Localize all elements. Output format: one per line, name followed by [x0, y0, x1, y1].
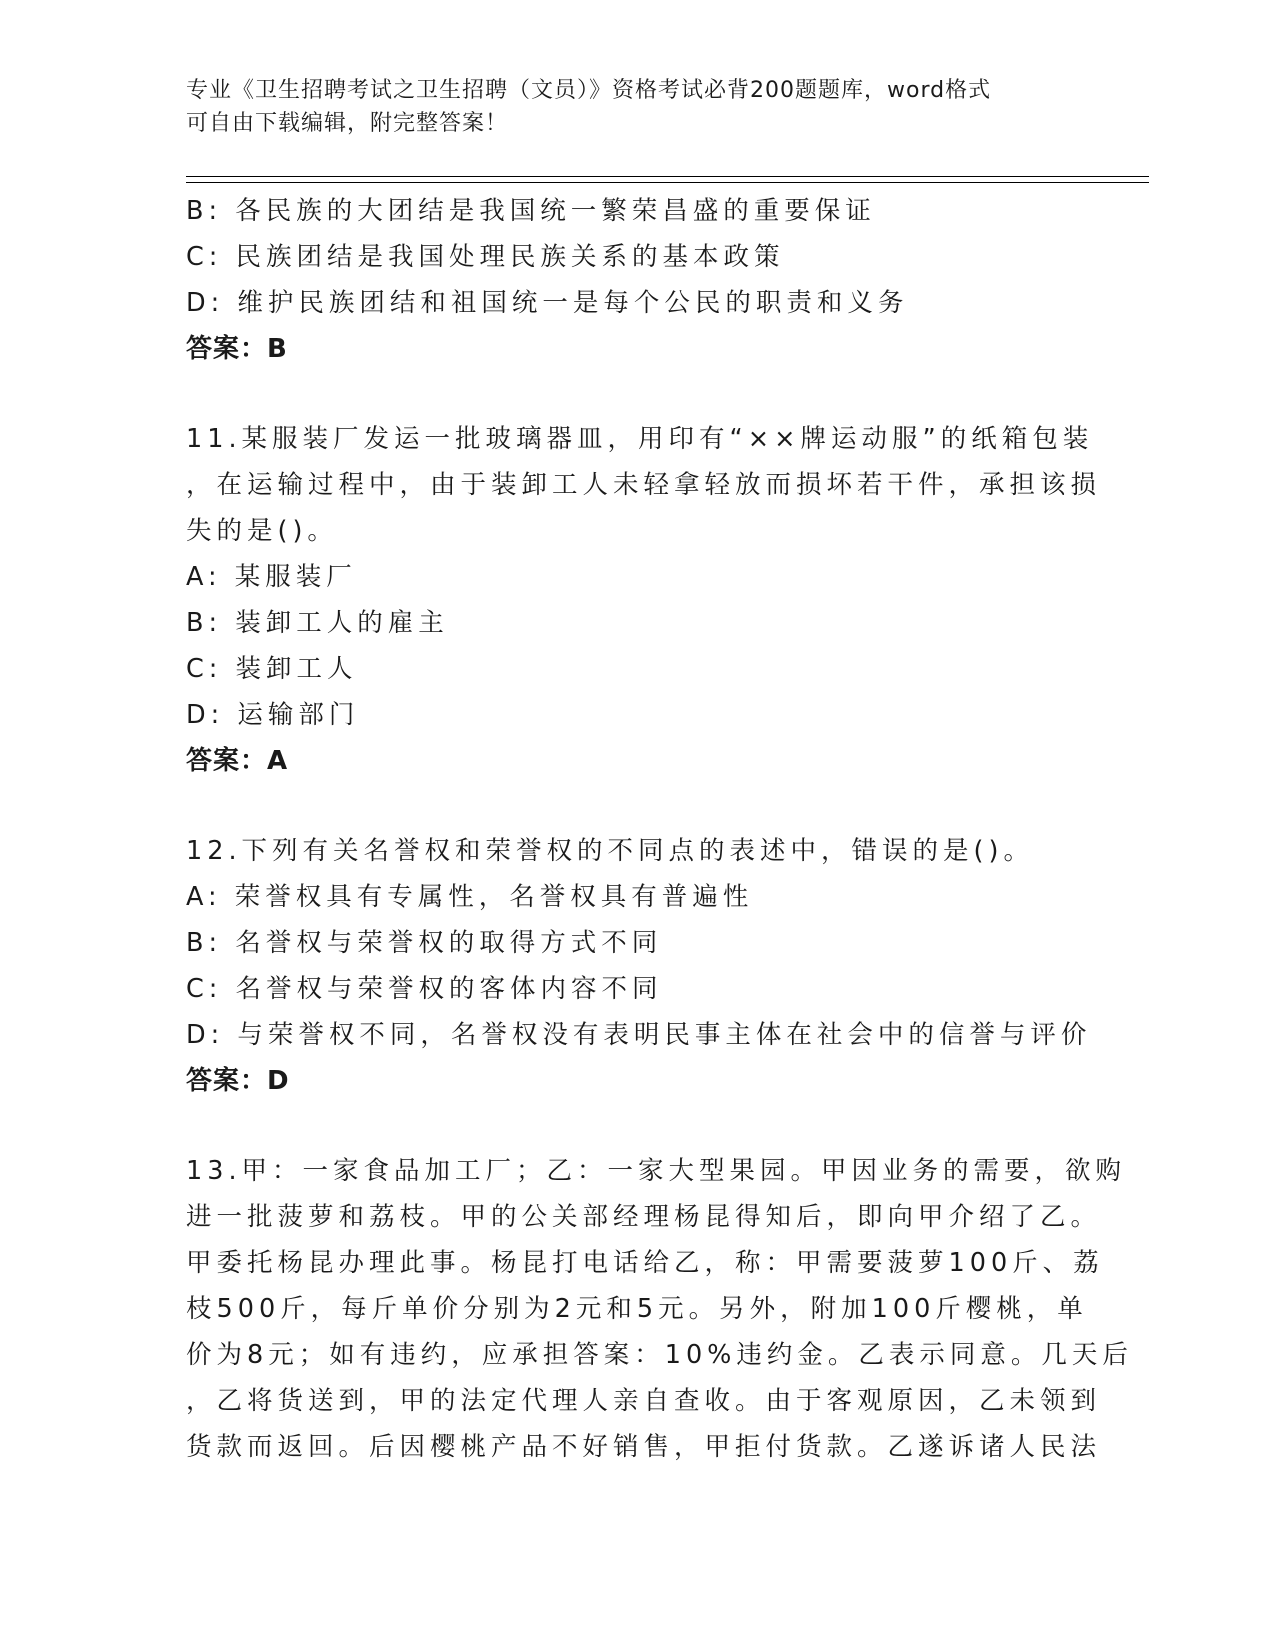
q13-stem-line-6: ，乙将货送到，甲的法定代理人亲自查收。由于客观原因，乙未领到 [186, 1386, 1102, 1416]
q10-answer: 答案：B [186, 334, 288, 364]
q13-stem-line-5: 价为8元；如有违约，应承担答案：10%违约金。乙表示同意。几天后 [186, 1340, 1133, 1370]
question-content [186, 188, 1133, 1470]
question-13-block [186, 1148, 1133, 1470]
document-header [186, 74, 1076, 140]
q12-option-c: C: 名誉权与荣誉权的客体内容不同 [186, 974, 663, 1004]
q11-option-a: A: 某服装厂 [186, 562, 357, 592]
question-11-block [186, 416, 1102, 784]
header-divider-bottom [186, 182, 1149, 183]
q12-stem-line-1: 12.下列有关名誉权和荣誉权的不同点的表述中，错误的是()。 [186, 836, 1034, 866]
header-title-line-1: 专业《卫生招聘考试之卫生招聘（文员）》资格考试必背200题题库，word格式 [186, 78, 992, 103]
q11-stem-line-2: ，在运输过程中，由于装卸工人未轻拿轻放而损坏若干件，承担该损 [186, 470, 1102, 500]
q13-stem-line-2: 进一批菠萝和荔枝。甲的公关部经理杨昆得知后，即向甲介绍了乙。 [186, 1202, 1102, 1232]
q13-stem-line-7: 货款而返回。后因樱桃产品不好销售，甲拒付货款。乙遂诉诸人民法 [186, 1432, 1102, 1462]
q12-option-d: D: 与荣誉权不同，名誉权没有表明民事主体在社会中的信誉与评价 [186, 1020, 1092, 1050]
q11-option-b: B: 装卸工人的雇主 [186, 608, 449, 638]
q11-option-d: D: 运输部门 [186, 700, 360, 730]
q11-answer: 答案：A [186, 746, 289, 776]
q12-option-b: B: 名誉权与荣誉权的取得方式不同 [186, 928, 663, 958]
q11-option-c: C: 装卸工人 [186, 654, 358, 684]
q13-stem-line-1: 13.甲：一家食品加工厂；乙：一家大型果园。甲因业务的需要，欲购 [186, 1156, 1127, 1186]
header-title-line-2: 可自由下载编辑，附完整答案！ [186, 111, 509, 136]
q13-stem-line-3: 甲委托杨昆办理此事。杨昆打电话给乙，称：甲需要菠萝100斤、荔 [186, 1248, 1104, 1278]
q11-stem-line-1: 11.某服装厂发运一批玻璃器皿，用印有“××牌运动服”的纸箱包装 [186, 424, 1094, 454]
question-10-block [186, 188, 1086, 372]
q10-option-c: C: 民族团结是我国处理民族关系的基本政策 [186, 242, 785, 272]
q12-option-a: A: 荣誉权具有专属性，名誉权具有普遍性 [186, 882, 754, 912]
q11-stem-line-3: 失的是()。 [186, 516, 338, 546]
q13-stem-line-4: 枝500斤，每斤单价分别为2元和5元。另外，附加100斤樱桃，单 [186, 1294, 1088, 1324]
header-divider-top [186, 176, 1149, 177]
question-12-block [186, 828, 1092, 1104]
q10-option-d: D: 维护民族团结和祖国统一是每个公民的职责和义务 [186, 288, 909, 318]
q10-option-b: B: 各民族的大团结是我国统一繁荣昌盛的重要保证 [186, 196, 876, 226]
q12-answer: 答案：D [186, 1066, 290, 1096]
